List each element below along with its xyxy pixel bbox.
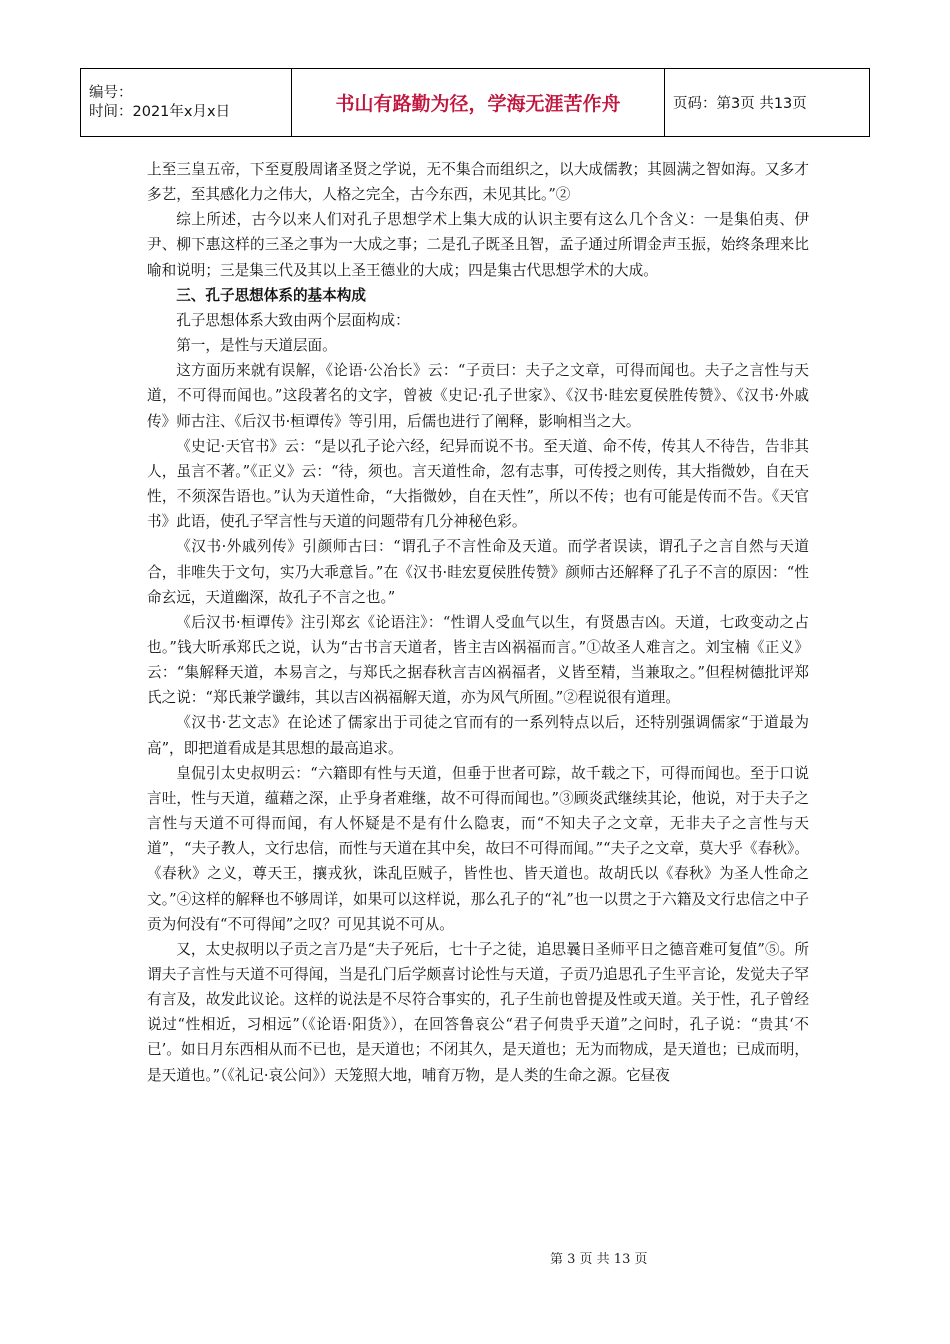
paragraph-continuation: 上至三皇五帝，下至夏殷周诸圣贤之学说，无不集合而组织之，以大成儒教；其圆满之智如海。又多才多艺，至其感化力之伟大，人格之完全，古今东西，未见其比。”②	[147, 161, 809, 204]
header-meta	[81, 69, 292, 137]
paragraph: 孔子思想体系大致由两个层面构成：	[176, 311, 410, 329]
body-text	[147, 157, 809, 1088]
header-date-label: 时间：2021年x月x日	[89, 103, 231, 120]
paragraph: 《后汉书·桓谭传》注引郑玄《论语注》：“性谓人受血气以生，有贤愚吉凶。天道，七政变动之占也。”钱大昕承郑氏之说，认为“古书言天道者，皆主吉凶祸福而言。”①故圣人难言之。刘宝楠《正义》云：“集解释天道，本易言之，与郑氏之据春秋言吉凶祸福者，义皆至精，当兼取之。”但程树德批评郑氏之说：“郑氏兼学谶纬，其以吉凶祸福解天道，亦为风气所囿。”②程说很有道理。	[147, 613, 809, 707]
paragraph: 综上所述，古今以来人们对孔子思想学术上集大成的认识主要有这么几个含义：一是集伯夷、伊尹、柳下惠这样的三圣之事为一大成之事；二是孔子既圣且智，孟子通过所谓金声玉振，始终条理来比喻和说明；三是集三代及其以上圣王德业的大成；四是集古代思想学术的大成。	[147, 211, 809, 279]
paragraph: 皇侃引太史叔明云：“六籍即有性与天道，但垂于世者可踪，故千载之下，可得而闻也。至于口说言吐，性与天道，蕴藉之深，止乎身者难继，故不可得而闻也。”③顾炎武继续其论，他说，对于夫子之言性与天道不可得而闻，有人怀疑是不是有什么隐衷，而“不知夫子之文章，无非夫子之言性与天道”，“夫子教人，文行忠信，而性与天道在其中矣，故曰不可得而闻。”“夫子之文章，莫大乎《春秋》。《春秋》之义，尊天王，攘戎狄，诛乱臣贼子，皆性也、皆天道也。故胡氏以《春秋》为圣人性命之文。”④这样的解释也不够周详，如果可以这样说，那么孔子的“礼”也一以贯之于六籍及文行忠信之中子贡为何没有“不可得闻”之叹？可见其说不可从。	[147, 764, 809, 933]
page-header	[80, 68, 870, 137]
paragraph: 《汉书·艺文志》在论述了儒家出于司徒之官而有的一系列特点以后，还特别强调儒家“于道最为高”，即把道看成是其思想的最高追求。	[147, 714, 809, 757]
section-heading: 三、孔子思想体系的基本构成	[176, 286, 366, 304]
paragraph: 《史记·天官书》云：“是以孔子论六经，纪异而说不书。至天道、命不传，传其人不待告，告非其人，虽言不著。”《正义》云：“待，须也。言天道性命，忽有志事，可传授之则传，其大指微妙，自在天性，不须深告语也。”认为天道性命，“大指微妙，自在天性”，所以不传；也有可能是传而不告。《天官书》此语，使孔子罕言性与天道的问题带有几分神秘色彩。	[147, 437, 809, 531]
paragraph: 第一，是性与天道层面。	[176, 337, 337, 355]
paragraph: 这方面历来就有误解，《论语·公冶长》云：“子贡曰：夫子之文章，可得而闻也。夫子之言性与天道，不可得而闻也。”这段著名的文字，曾被《史记·孔子世家》、《汉书·眭宏夏侯胜传赞》、《汉书·外戚传》师古注、《后汉书·桓谭传》等引用，后儒也进行了阐释，影响相当之大。	[147, 362, 809, 430]
header-number-label: 编号：	[89, 84, 133, 101]
paragraph: 又，太史叔明以子贡之言乃是“夫子死后，七十子之徒，追思曩日圣师平日之德音难可复值”⑤。所谓夫子言性与天道不可得闻，当是孔门后学颇喜讨论性与天道，子贡乃追思孔子生平言论，发觉夫子罕有言及，故发此议论。这样的说法是不尽符合事实的，孔子生前也曾提及性或天道。关于性，孔子曾经说过“性相近，习相远”（《论语·阳货》），在回答鲁哀公“君子何贵乎天道”之问时，孔子说：“贵其‘不已’。如日月东西相从而不已也，是天道也；不闭其久，是天道也；无为而物成，是天道也；已成而明，是天道也。”（《礼记·哀公问》）天笼照大地，哺育万物，是人类的生命之源。它昼夜	[147, 940, 809, 1084]
header-motto: 书山有路勤为径，学海无涯苦作舟	[292, 69, 665, 137]
header-page-code: 页码：第3页 共13页	[665, 69, 870, 137]
page-footer: 第 3 页 共 13 页	[550, 1252, 648, 1267]
paragraph: 《汉书·外戚列传》引颜师古曰：“谓孔子不言性命及天道。而学者误读，谓孔子之言自然与天道合，非唯失于文句，实乃大乖意旨。”在《汉书·眭宏夏侯胜传赞》颜师古还解释了孔子不言的原因：“性命玄远，天道幽深，故孔子不言之也。”	[147, 538, 809, 606]
